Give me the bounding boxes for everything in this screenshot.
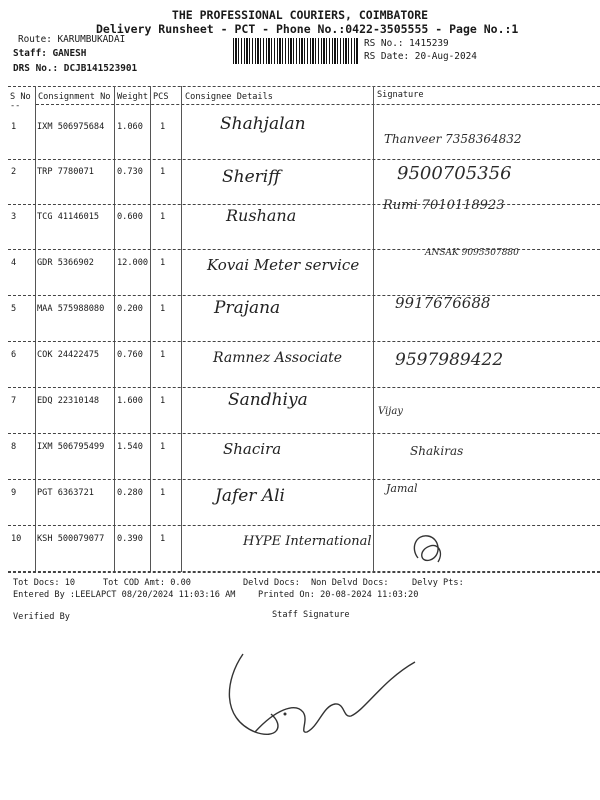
row-consignee: Shahjalan bbox=[220, 114, 306, 134]
row-pcs: 1 bbox=[160, 122, 166, 132]
row-consignee: Sandhiya bbox=[228, 390, 308, 410]
row-weight: 1.540 bbox=[117, 442, 143, 452]
row-pcs: 1 bbox=[160, 212, 166, 222]
rs-date: RS Date: 20-Aug-2024 bbox=[364, 51, 477, 62]
row-pcs: 1 bbox=[160, 258, 166, 268]
row-signature: ANSAK 9095507880 bbox=[425, 248, 519, 258]
row-weight: 0.200 bbox=[117, 304, 143, 314]
row-weight: 0.280 bbox=[117, 488, 143, 498]
col-sno-sub: -- bbox=[10, 101, 21, 111]
row-sno: 5 bbox=[11, 304, 17, 314]
row-consignment: IXM 506795499 bbox=[37, 442, 105, 452]
row-signature: 9500705356 bbox=[397, 163, 512, 184]
barcode bbox=[233, 38, 358, 64]
row-divider bbox=[8, 204, 600, 205]
row-weight: 0.600 bbox=[117, 212, 143, 222]
entered-by: Entered By :LEELAPCT 08/20/2024 11:03:16 AM bbox=[13, 590, 236, 600]
row-consignment: GDR 5366902 bbox=[37, 258, 94, 268]
row-consignee: Shacira bbox=[223, 440, 282, 458]
row-signature: Shakiras bbox=[410, 444, 464, 458]
delvy-pts: Delvy Pts: bbox=[412, 578, 464, 588]
row-consignee: Sheriff bbox=[222, 167, 281, 187]
col-pcs: PCS bbox=[153, 92, 169, 102]
row-consignment: TCG 41146015 bbox=[37, 212, 100, 222]
row-consignee: Rushana bbox=[226, 206, 297, 225]
row-divider bbox=[8, 433, 600, 434]
row-sno: 10 bbox=[11, 534, 22, 544]
row-consignment: TRP 7780071 bbox=[37, 167, 94, 177]
row-sno: 1 bbox=[11, 122, 17, 132]
row-sno: 6 bbox=[11, 350, 17, 360]
staff-signature-scribble bbox=[215, 640, 435, 750]
row-weight: 1.600 bbox=[117, 396, 143, 406]
row-sno: 3 bbox=[11, 212, 17, 222]
col-signature: Signature bbox=[377, 90, 424, 100]
row-sno: 2 bbox=[11, 167, 17, 177]
row-signature: 9917676688 bbox=[395, 294, 491, 312]
row-consignment: EDQ 22310148 bbox=[37, 396, 100, 406]
row-divider bbox=[8, 525, 600, 526]
company-title: THE PROFESSIONAL COURIERS, COIMBATORE bbox=[171, 8, 429, 22]
row-pcs: 1 bbox=[160, 488, 166, 498]
row-divider bbox=[8, 479, 600, 480]
row-signature: Jamal bbox=[386, 482, 418, 495]
row-pcs: 1 bbox=[160, 534, 166, 544]
row-pcs: 1 bbox=[160, 396, 166, 406]
row-signature: Vijay bbox=[378, 406, 403, 417]
runsheet-subtitle: Delivery Runsheet - PCT - Phone No.:0422-3505555 - Page No.:1 bbox=[96, 22, 519, 36]
row-consignment: MAA 575988080 bbox=[37, 304, 105, 314]
row-signature: Thanveer 7358364832 bbox=[384, 132, 522, 146]
row-weight: 1.060 bbox=[117, 122, 143, 132]
drs-number: DRS No.: DCJB141523901 bbox=[13, 63, 138, 74]
row-weight: 0.730 bbox=[117, 167, 143, 177]
row-weight: 0.390 bbox=[117, 534, 143, 544]
route-label: Route: KARUMBUKADAI bbox=[18, 34, 126, 45]
row-weight: 12.000 bbox=[117, 258, 149, 268]
row-consignment: COK 24422475 bbox=[37, 350, 100, 360]
row-pcs: 1 bbox=[160, 350, 166, 360]
row-sno: 8 bbox=[11, 442, 17, 452]
row-consignee: Prajana bbox=[214, 298, 281, 318]
row-consignee: Kovai Meter service bbox=[207, 256, 360, 274]
row-weight: 0.760 bbox=[117, 350, 143, 360]
row-consignee: Jafer Ali bbox=[215, 486, 285, 506]
row-consignee: HYPE International bbox=[243, 534, 372, 549]
row-sno: 4 bbox=[11, 258, 17, 268]
col-sno: S No bbox=[10, 92, 31, 102]
verified-by: Verified By bbox=[13, 612, 70, 622]
row-divider bbox=[8, 341, 600, 342]
tot-docs: Tot Docs: 10 bbox=[13, 578, 76, 588]
row-divider bbox=[8, 387, 600, 388]
row-sno: 7 bbox=[11, 396, 17, 406]
col-consignment: Consignment No bbox=[38, 92, 111, 102]
staff-label: Staff: GANESH bbox=[13, 48, 87, 59]
rs-number: RS No.: 1415239 bbox=[364, 38, 449, 49]
row-consignee: Ramnez Associate bbox=[213, 350, 343, 366]
col-consignee: Consignee Details bbox=[185, 92, 273, 102]
row-divider bbox=[8, 159, 600, 160]
row-signature-scribble bbox=[408, 528, 448, 568]
row-sno: 9 bbox=[11, 488, 17, 498]
tot-cod-amount: Tot COD Amt: 0.00 bbox=[103, 578, 191, 588]
row-signature: Rumi 7010118923 bbox=[383, 198, 505, 213]
row-signature: 9597989422 bbox=[395, 350, 504, 370]
row-pcs: 1 bbox=[160, 167, 166, 177]
staff-signature-label: Staff Signature bbox=[272, 610, 350, 620]
row-divider bbox=[8, 295, 600, 296]
row-consignment: PGT 6363721 bbox=[37, 488, 94, 498]
delvd-docs: Delvd Docs: bbox=[243, 578, 300, 588]
col-weight: Weight bbox=[117, 92, 149, 102]
row-pcs: 1 bbox=[160, 304, 166, 314]
row-consignment: IXM 506975684 bbox=[37, 122, 105, 132]
row-consignment: KSH 500079077 bbox=[37, 534, 105, 544]
row-pcs: 1 bbox=[160, 442, 166, 452]
printed-on: Printed On: 20-08-2024 11:03:20 bbox=[258, 590, 419, 600]
non-delvd-docs: Non Delvd Docs: bbox=[311, 578, 389, 588]
